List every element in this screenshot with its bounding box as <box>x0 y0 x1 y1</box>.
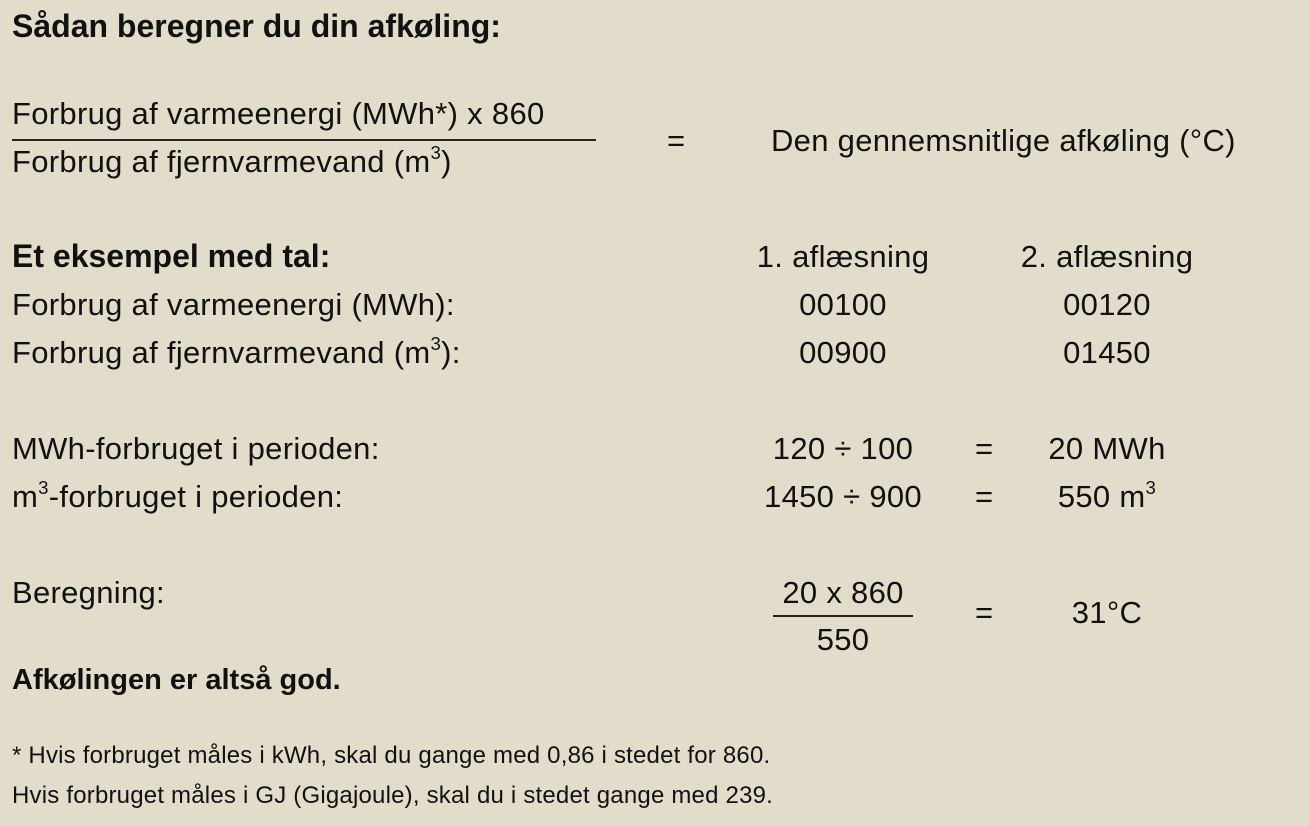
period-label-mwh: MWh-forbruget i perioden: <box>12 431 380 466</box>
conclusion: Afkølingen er altså god. <box>12 664 341 696</box>
formula-denominator: Forbrug af fjernvarmevand $(m^3)$ <box>12 141 452 179</box>
reading-1-heat-energy: 00100 <box>799 287 887 322</box>
reading-2-water: 01450 <box>1063 335 1151 370</box>
column-header-1: 1. aflæsning <box>756 239 930 274</box>
page-title: Sådan beregner du din afkøling: <box>12 8 501 44</box>
reading-1-water: 00900 <box>799 335 887 370</box>
period-calc-m3: 1450 ÷ 900 <box>764 479 922 514</box>
calculation-equals: = <box>975 595 994 630</box>
formula-numerator: Forbrug af varmeenergi (MWh*) x 860 <box>12 96 545 131</box>
formula-fraction-line <box>12 139 596 141</box>
calculation-numerator: 20 x 860 <box>782 575 904 610</box>
period-label-m3: $m^3$-forbruget i perioden: <box>12 476 344 514</box>
calculation-denominator: 550 <box>816 622 870 657</box>
calculation-label: Beregning: <box>12 575 165 610</box>
formula-equals: = <box>667 123 686 158</box>
column-header-2: 2. aflæsning <box>1020 239 1194 274</box>
footnote-kwh: * Hvis forbruget måles i kWh, skal du gange med 0,86 i stedet for 860. <box>12 742 771 769</box>
calculation-fraction-line <box>773 615 913 617</box>
example-title: Et eksempel med tal: <box>12 238 331 274</box>
period-equals-m3: = <box>975 479 994 514</box>
period-calc-mwh: 120 ÷ 100 <box>772 431 914 466</box>
period-result-m3: 550 $m^3$ <box>1057 476 1157 514</box>
formula-result: Den gennemsnitlige afkøling (°C) <box>771 123 1236 158</box>
footnote-gj: Hvis forbruget måles i GJ (Gigajoule), skal du i stedet gange med 239. <box>12 782 774 809</box>
period-result-mwh: 20 MWh <box>1048 431 1166 466</box>
reading-2-heat-energy: 00120 <box>1063 287 1151 322</box>
row-label-water: Forbrug af fjernvarmevand $(m^3)$: <box>12 332 461 370</box>
row-label-heat-energy: Forbrug af varmeenergi (MWh): <box>12 287 455 322</box>
period-equals-mwh: = <box>975 431 994 466</box>
calculation-result: 31°C <box>1071 595 1143 630</box>
